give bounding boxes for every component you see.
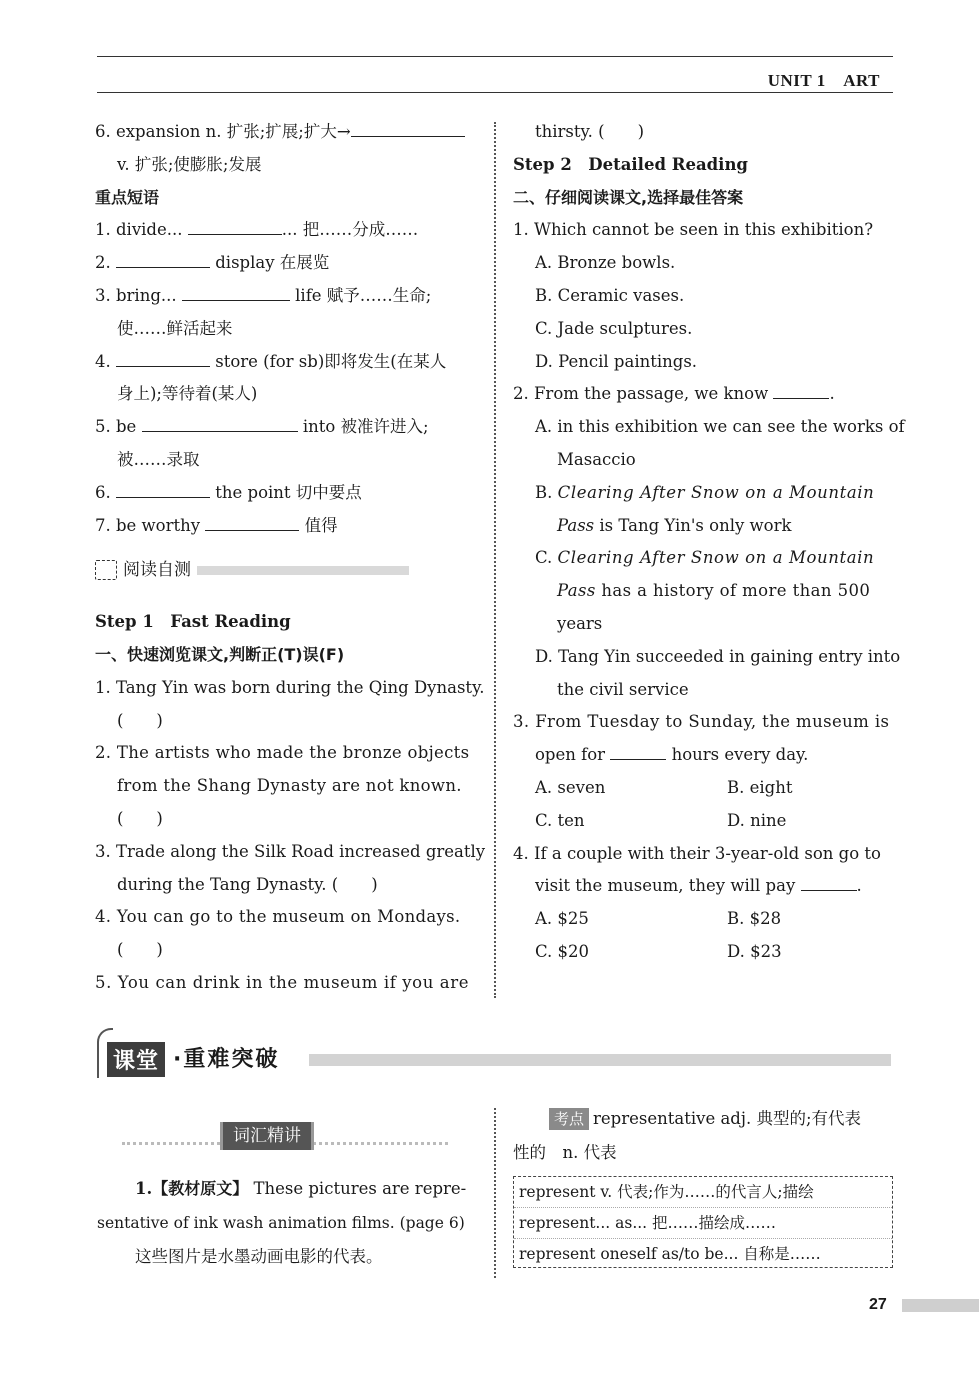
mc-3-option-c[interactable]: C. ten	[535, 810, 585, 830]
usage-box	[513, 1176, 893, 1268]
tag-bar	[197, 566, 409, 575]
step1-task: 一、快速浏览课文,判断正(T)误(F)	[95, 644, 345, 664]
vocab-tag-label: 词汇精讲	[220, 1122, 314, 1150]
answer-blank[interactable]	[188, 216, 282, 235]
answer-blank[interactable]	[351, 118, 465, 137]
phrase-text: 2.	[95, 253, 111, 273]
mc-2-option-c[interactable]	[513, 542, 895, 575]
vocab-text: 6. expansion n. 扩张;扩展;扩大→	[95, 122, 351, 141]
mc-2-option-c-cont	[513, 575, 895, 608]
tf-question-5: 5. You can drink in the museum if you are	[95, 972, 470, 992]
mc-4-option-d[interactable]: D. $23	[727, 941, 782, 961]
mc-2-option-b[interactable]	[513, 477, 895, 510]
mc-4-options-row2	[513, 936, 895, 969]
reading-tag-icon	[95, 560, 117, 580]
vocab-item-6	[95, 116, 477, 149]
phrases-heading: 重点短语	[95, 187, 160, 207]
phrase-5-cont: 被……录取	[117, 449, 200, 469]
banner-label-dark: 课堂	[107, 1042, 165, 1077]
column-separator-bottom	[494, 1108, 496, 1278]
example-text: These pictures are repre-	[253, 1179, 467, 1198]
mc-2-option-a[interactable]: A. in this exhibition we can see the works of	[535, 417, 905, 437]
phrase-text: 5. be	[95, 417, 137, 437]
header-bottom-rule	[97, 92, 893, 93]
phrase-2	[95, 247, 477, 280]
painting-title: Pass	[557, 515, 595, 535]
mc-3-option-b[interactable]: B. eight	[727, 777, 793, 797]
key-point-line-2: 性的 n. 代表	[513, 1143, 617, 1162]
usage-row: represent... as... 把……描绘成……	[514, 1208, 892, 1239]
reading-test-tag	[95, 552, 409, 588]
right-column	[513, 116, 905, 969]
answer-blank[interactable]	[182, 282, 290, 301]
mc-4-option-a[interactable]: A. $25	[535, 909, 589, 929]
mc-question-2	[513, 378, 895, 411]
step1-heading: Step 1 Fast Reading	[95, 612, 291, 632]
example-line-1	[97, 1172, 477, 1206]
painting-title: Clearing After Snow on a Mountain	[557, 548, 875, 568]
page-number-bar	[902, 1299, 979, 1312]
phrase-4	[95, 346, 477, 379]
tf-question-2-cont: from the Shang Dynasty are not known.	[117, 776, 462, 796]
question-text: .	[856, 876, 862, 896]
header-top-rule	[97, 56, 893, 57]
phrase-text: 4.	[95, 351, 111, 371]
mc-1-option-d[interactable]: D. Pencil paintings.	[535, 351, 698, 371]
painting-title: Clearing After Snow on a Mountain	[557, 482, 875, 502]
mc-2-option-d[interactable]: D. Tang Yin succeeded in gaining entry into	[535, 646, 901, 666]
phrase-text: the point 切中要点	[215, 482, 362, 502]
key-point-badge: 考点	[549, 1108, 589, 1130]
usage-row: represent oneself as/to be... 自称是……	[519, 1245, 821, 1263]
unit-title: UNIT 1 ART	[767, 71, 880, 90]
option-label: C.	[535, 548, 553, 568]
mc-3-options-row2	[513, 805, 895, 838]
key-point-line-1	[513, 1102, 895, 1136]
mc-question-3: 3. From Tuesday to Sunday, the museum is	[513, 712, 890, 732]
phrase-3-cont: 使……鲜活起来	[117, 318, 233, 338]
phrase-6	[95, 477, 477, 510]
phrase-text: 7. be worthy	[95, 515, 201, 535]
tf-answer-5[interactable]: thirsty. ( )	[535, 122, 645, 141]
example-number: 1.	[135, 1179, 153, 1198]
mc-2-option-c-cont2: years	[557, 613, 603, 633]
reading-tag-label: 阅读自测	[123, 559, 191, 580]
mc-2-option-d-cont: the civil service	[557, 679, 689, 699]
option-text: has a history of more than 500	[601, 581, 871, 601]
mc-2-option-b-cont	[513, 510, 895, 543]
mc-3-option-d[interactable]: D. nine	[727, 810, 787, 830]
phrase-5	[95, 411, 477, 444]
phrase-text: 3. bring...	[95, 285, 177, 305]
page-number: 27	[869, 1296, 887, 1313]
section-banner	[97, 1028, 892, 1078]
answer-blank[interactable]	[205, 512, 299, 531]
answer-blank[interactable]	[116, 249, 210, 268]
phrase-text: into 被准许进入;	[302, 417, 429, 437]
answer-blank[interactable]	[142, 413, 298, 432]
column-separator	[494, 122, 496, 998]
question-text: .	[829, 384, 835, 404]
mc-2-option-a-cont: Masaccio	[557, 449, 636, 469]
tf-question-1: 1. Tang Yin was born during the Qing Dynasty.	[95, 677, 485, 697]
option-label: B.	[535, 482, 553, 502]
mc-4-option-c[interactable]: C. $20	[535, 941, 590, 961]
tf-question-3: 3. Trade along the Silk Road increased greatly	[95, 841, 486, 861]
answer-blank[interactable]	[773, 380, 829, 399]
mc-3-option-a[interactable]: A. seven	[535, 777, 606, 797]
phrase-4-cont: 身上);等待着(某人)	[117, 384, 258, 404]
tf-question-3-cont[interactable]: during the Tang Dynasty. ( )	[117, 874, 378, 894]
left-column	[95, 116, 486, 1000]
question-text: open for	[535, 745, 606, 765]
mc-question-3-cont	[513, 739, 895, 772]
answer-blank[interactable]	[610, 741, 666, 760]
phrase-text: ... 把……分成……	[281, 220, 419, 240]
mc-1-option-c[interactable]: C. Jade sculptures.	[535, 318, 693, 338]
option-text: is Tang Yin's only work	[599, 515, 792, 535]
question-text: 2. From the passage, we know	[513, 384, 769, 404]
tf-question-4: 4. You can go to the museum on Mondays.	[95, 907, 461, 927]
textbook-source-label: 【教材原文】	[152, 1179, 249, 1198]
phrase-text: 值得	[304, 515, 338, 535]
vocab-section-tag	[122, 1122, 448, 1152]
banner-label: ·重难突破	[173, 1047, 280, 1072]
answer-blank[interactable]	[801, 872, 857, 891]
mc-1-option-b[interactable]: B. Ceramic vases.	[535, 285, 685, 305]
question-text: visit the museum, they will pay	[535, 876, 796, 896]
mc-4-option-b[interactable]: B. $28	[727, 909, 782, 929]
example-translation: 这些图片是水墨动画电影的代表。	[135, 1247, 383, 1266]
mc-question-1: 1. Which cannot be seen in this exhibition?	[513, 220, 874, 240]
key-point	[513, 1102, 895, 1170]
vocab-example	[97, 1172, 477, 1274]
mc-question-4-cont	[513, 870, 895, 903]
key-point-text: representative adj. 典型的;有代表	[593, 1109, 862, 1128]
mc-question-4: 4. If a couple with their 3-year-old son go to	[513, 843, 881, 863]
step2-task: 二、仔细阅读课文,选择最佳答案	[513, 187, 744, 207]
vocab-item-6-verb: v. 扩张;使膨胀;发展	[117, 154, 262, 174]
example-line-2: sentative of ink wash animation films. (page 6)	[97, 1214, 465, 1232]
mc-4-options-row1	[513, 903, 895, 936]
banner-bar	[309, 1054, 891, 1066]
answer-blank[interactable]	[116, 348, 210, 367]
phrase-text: life 赋予……生命;	[295, 285, 432, 305]
tf-question-2: 2. The artists who made the bronze objects	[95, 743, 470, 763]
tf-answer-1[interactable]: ( )	[117, 710, 163, 730]
mc-1-option-a[interactable]: A. Bronze bowls.	[535, 253, 676, 273]
phrase-7	[95, 510, 477, 543]
tf-answer-4[interactable]: ( )	[117, 940, 163, 960]
phrase-text: 1. divide...	[95, 220, 183, 240]
usage-row: represent v. 代表;作为……的代言人;描绘	[514, 1177, 892, 1208]
phrase-text: store (for sb)即将发生(在某人	[215, 351, 447, 371]
tf-answer-2[interactable]: ( )	[117, 808, 163, 828]
phrase-text: 6.	[95, 482, 111, 502]
answer-blank[interactable]	[116, 479, 210, 498]
painting-title: Pass	[557, 581, 596, 601]
phrase-text: display 在展览	[215, 253, 330, 273]
step2-heading: Step 2 Detailed Reading	[513, 154, 748, 174]
phrase-1	[95, 214, 477, 247]
phrase-3	[95, 280, 477, 313]
question-text: hours every day.	[671, 745, 809, 765]
mc-3-options-row1	[513, 772, 895, 805]
